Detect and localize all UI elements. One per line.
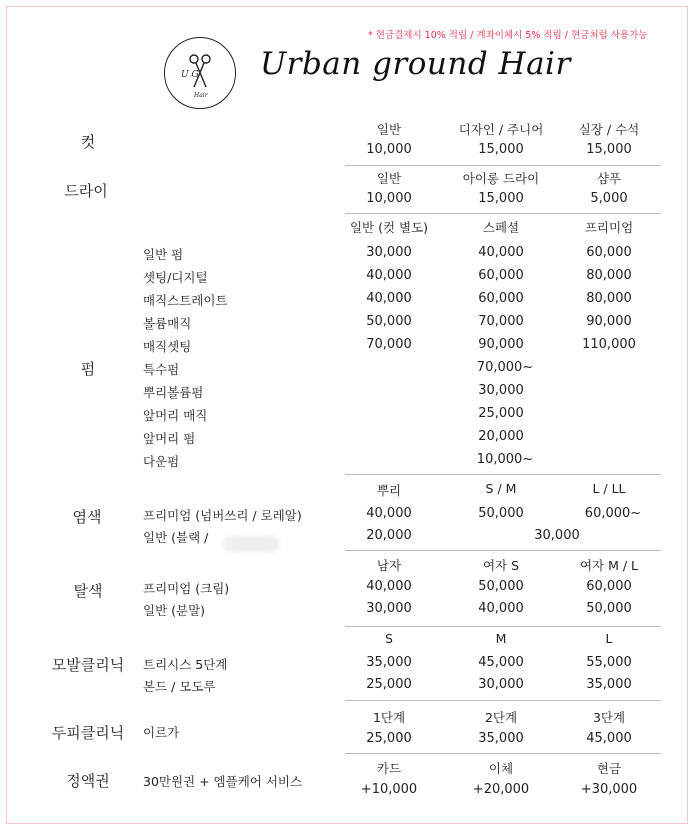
perm-price: 90,000 xyxy=(586,314,632,329)
separator xyxy=(345,165,661,166)
separator xyxy=(345,753,661,754)
perm-price: 70,000 xyxy=(366,337,412,352)
color-item: 일반 (블랙 / xyxy=(143,530,209,545)
bleach-header: 여자 M / L xyxy=(579,558,639,573)
perm-price: 90,000 xyxy=(478,337,524,352)
dry-header: 샴푸 xyxy=(596,171,622,186)
separator xyxy=(345,213,661,214)
perm-header: 프리미엄 xyxy=(584,220,634,235)
perm-price: 30,000 xyxy=(478,383,524,398)
perm-price: 70,000~ xyxy=(476,360,534,375)
hair-clinic-price: 35,000 xyxy=(366,655,412,670)
brand-name: Urban ground Hair xyxy=(260,46,571,82)
hair-clinic-header: L xyxy=(605,631,613,646)
membership-header: 이체 xyxy=(488,761,514,776)
hair-clinic-price: 55,000 xyxy=(586,655,632,670)
category-color: 염색 xyxy=(72,508,102,526)
perm-price: 70,000 xyxy=(478,314,524,329)
bleach-header: 남자 xyxy=(376,558,402,573)
scalp-clinic-price: 35,000 xyxy=(478,731,524,746)
scalp-clinic-header: 3단계 xyxy=(592,710,626,725)
perm-price: 60,000 xyxy=(478,268,524,283)
category-bleach: 탈색 xyxy=(73,582,103,600)
perm-price: 40,000 xyxy=(478,245,524,260)
bleach-price: 40,000 xyxy=(478,601,524,616)
hair-clinic-item: 트리시스 5단계 xyxy=(143,657,228,672)
perm-item: 셋팅/디지털 xyxy=(143,270,208,285)
category-cut: 컷 xyxy=(80,133,96,151)
perm-price: 40,000 xyxy=(366,291,412,306)
perm-price: 60,000 xyxy=(586,245,632,260)
membership-header: 현금 xyxy=(596,761,622,776)
color-price: 20,000 xyxy=(366,528,412,543)
perm-item: 특수펌 xyxy=(143,362,180,377)
perm-item: 앞머리 매직 xyxy=(143,408,208,423)
category-dry: 드라이 xyxy=(64,182,108,200)
cut-header: 실장 / 수석 xyxy=(578,122,640,137)
perm-header: 일반 (컷 별도) xyxy=(349,220,429,235)
bleach-price: 50,000 xyxy=(478,579,524,594)
membership-bonus: +20,000 xyxy=(472,782,530,797)
hair-clinic-header: M xyxy=(495,631,507,646)
color-item: 프리미엄 (넘버쓰리 / 로레알) xyxy=(143,508,302,523)
hair-clinic-header: S xyxy=(385,631,393,646)
logo-sub: Hair xyxy=(193,91,208,99)
scalp-clinic-price: 25,000 xyxy=(366,731,412,746)
perm-item: 매직스트레이트 xyxy=(143,293,228,308)
hair-clinic-item: 본드 / 모도루 xyxy=(143,679,216,694)
dry-price: 15,000 xyxy=(478,191,524,206)
membership-bonus: +30,000 xyxy=(580,782,638,797)
scalp-clinic-item: 이르가 xyxy=(143,725,180,740)
perm-item: 앞머리 펌 xyxy=(143,431,196,446)
scalp-clinic-header: 2단계 xyxy=(484,710,518,725)
scissors-icon xyxy=(164,37,236,109)
membership-header: 카드 xyxy=(376,761,402,776)
color-header: L / LL xyxy=(592,481,626,496)
dry-header: 아이롱 드라이 xyxy=(462,171,540,186)
dry-price: 5,000 xyxy=(590,191,628,206)
color-price: 60,000~ xyxy=(584,506,642,521)
color-header: 뿌리 xyxy=(376,483,402,498)
scalp-clinic-price: 45,000 xyxy=(586,731,632,746)
bleach-price: 50,000 xyxy=(586,601,632,616)
bleach-price: 60,000 xyxy=(586,579,632,594)
color-header: S / M xyxy=(485,481,517,496)
separator xyxy=(345,626,661,627)
perm-price: 80,000 xyxy=(586,268,632,283)
perm-price: 40,000 xyxy=(366,268,412,283)
hair-clinic-price: 35,000 xyxy=(586,677,632,692)
perm-price: 20,000 xyxy=(478,429,524,444)
perm-item: 일반 펌 xyxy=(143,247,184,262)
color-price: 50,000 xyxy=(478,506,524,521)
perm-item: 다운펌 xyxy=(143,454,180,469)
hair-clinic-price: 25,000 xyxy=(366,677,412,692)
bleach-header: 여자 S xyxy=(482,558,520,573)
perm-item: 볼륨매직 xyxy=(143,316,192,331)
perm-price: 80,000 xyxy=(586,291,632,306)
bleach-price: 30,000 xyxy=(366,601,412,616)
bleach-item: 프리미엄 (크림) xyxy=(143,581,230,596)
hair-clinic-price: 30,000 xyxy=(478,677,524,692)
perm-price: 60,000 xyxy=(478,291,524,306)
payment-note: * 현금결제시 10% 적립 / 계좌이체시 5% 적립 / 현금처럼 사용가능 xyxy=(368,30,648,41)
blurred-text xyxy=(222,536,280,552)
color-price: 40,000 xyxy=(366,506,412,521)
perm-price: 10,000~ xyxy=(476,452,534,467)
category-scalp-clinic: 두피클리닉 xyxy=(51,724,125,742)
cut-price: 10,000 xyxy=(366,142,412,157)
category-perm: 펌 xyxy=(80,360,96,378)
cut-header: 일반 xyxy=(376,122,402,137)
perm-item: 매직셋팅 xyxy=(143,339,192,354)
separator xyxy=(345,474,661,475)
category-membership: 정액권 xyxy=(66,772,110,790)
cut-price: 15,000 xyxy=(478,142,524,157)
perm-header: 스페셜 xyxy=(482,220,520,235)
membership-item: 30만원권 + 엠플케어 서비스 xyxy=(143,774,303,789)
salon-logo xyxy=(164,37,236,109)
cut-price: 15,000 xyxy=(586,142,632,157)
perm-price: 50,000 xyxy=(366,314,412,329)
dry-price: 10,000 xyxy=(366,191,412,206)
separator xyxy=(345,700,661,701)
perm-price: 25,000 xyxy=(478,406,524,421)
category-hair-clinic: 모발클리닉 xyxy=(51,656,125,674)
perm-item: 뿌리볼륨펌 xyxy=(143,385,204,400)
separator xyxy=(345,550,661,551)
scalp-clinic-header: 1단계 xyxy=(372,710,406,725)
bleach-price: 40,000 xyxy=(366,579,412,594)
hair-clinic-price: 45,000 xyxy=(478,655,524,670)
perm-price: 30,000 xyxy=(366,245,412,260)
color-price: 30,000 xyxy=(534,528,580,543)
cut-header: 디자인 / 주니어 xyxy=(458,122,544,137)
bleach-item: 일반 (분말) xyxy=(143,603,206,618)
perm-price: 110,000 xyxy=(582,337,636,352)
logo-letters: U G xyxy=(180,69,199,80)
membership-bonus: +10,000 xyxy=(360,782,418,797)
dry-header: 일반 xyxy=(376,171,402,186)
